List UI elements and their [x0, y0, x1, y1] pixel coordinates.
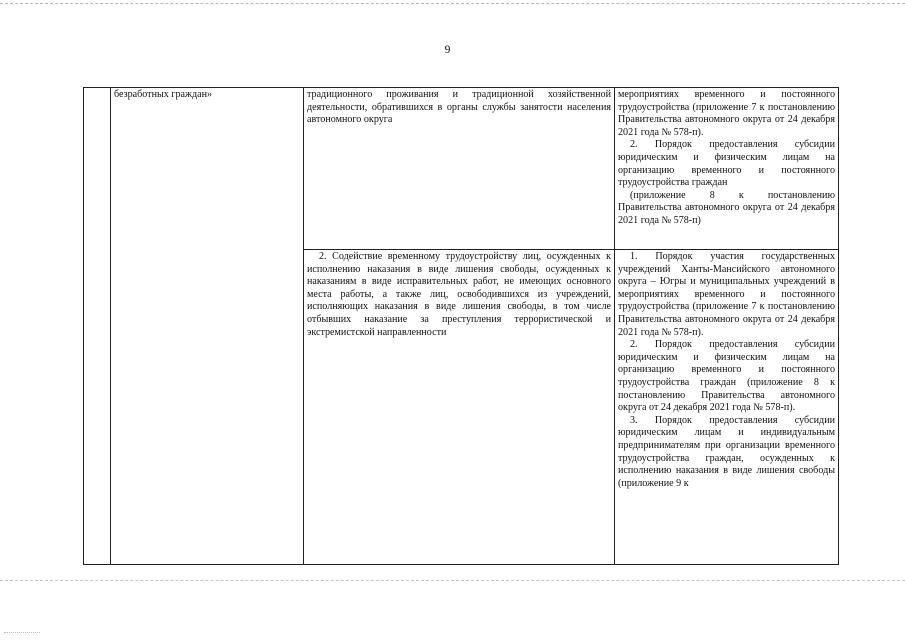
procedure-paragraph: (приложение 8 к постановлению Правительства автономного округа от 24 декабря 2021 года № 578-п): [618, 189, 835, 226]
table-cell-measure: [304, 88, 615, 250]
page-number: 9: [444, 44, 451, 56]
measure-text: 2. Содействие временному трудоустройству лиц, осужденных к исполнению наказания в виде лишения свободы, осужденных к наказаниям в виде исправительных работ, не имеющих основного места работы, а также лиц, освободившихся из учреждений, исполняющих наказания в виде лишения свободы, в том числе отбывших наказание за преступления террористической и экстремистской направленности: [307, 251, 611, 338]
table-cell-procedures: [615, 88, 839, 250]
procedure-paragraph: мероприятиях временного и постоянного трудоустройства (приложение 7 к постановлению Правительства автономного округа от 24 декабря 2021 года № 578-п).: [618, 89, 835, 138]
measure-text: традиционного проживания и традиционной хозяйственной деятельности, обратившихся в органы службы занятости населения автономного округа: [307, 89, 611, 126]
scan-mark: [4, 632, 40, 633]
table-cell-program-name: [111, 88, 304, 565]
scan-edge-bottom: [0, 580, 905, 581]
procedure-paragraph: 2. Порядок предоставления субсидии юридическим и физическим лицам на организацию временного и постоянного трудоустройства граждан (приложение 8 к постановлению Правительства автономного округа от 24 декабря 2021 года № 578-п).: [618, 339, 835, 414]
procedure-paragraph: 2. Порядок предоставления субсидии юридическим и физическим лицам на организацию временного и постоянного трудоустройства граждан: [618, 139, 835, 189]
procedure-paragraph: 1. Порядок участия государственных учреждений Ханты-Мансийского автономного округа – Югры и муниципальных учреждений в мероприятиях временного и постоянного трудоустройства (приложение 7 к постановлению Правительства автономного округа от 24 декабря 2021 года № 578-п).: [618, 251, 835, 338]
table-cell-procedures: [615, 250, 839, 565]
table-cell-measure: [304, 250, 615, 565]
table-row: [84, 88, 839, 250]
program-name-text: безработных граждан»: [114, 89, 213, 100]
table-cell-number: [84, 88, 111, 565]
procedure-paragraph: 3. Порядок предоставления субсидии юридическим лицам и индивидуальным предпринимателям при организации временного трудоустройства граждан, осужденных к исполнению наказания в виде лишения свободы (приложение 9 к: [618, 414, 835, 489]
scan-edge-top: [0, 3, 905, 4]
program-measures-table: [83, 87, 839, 565]
